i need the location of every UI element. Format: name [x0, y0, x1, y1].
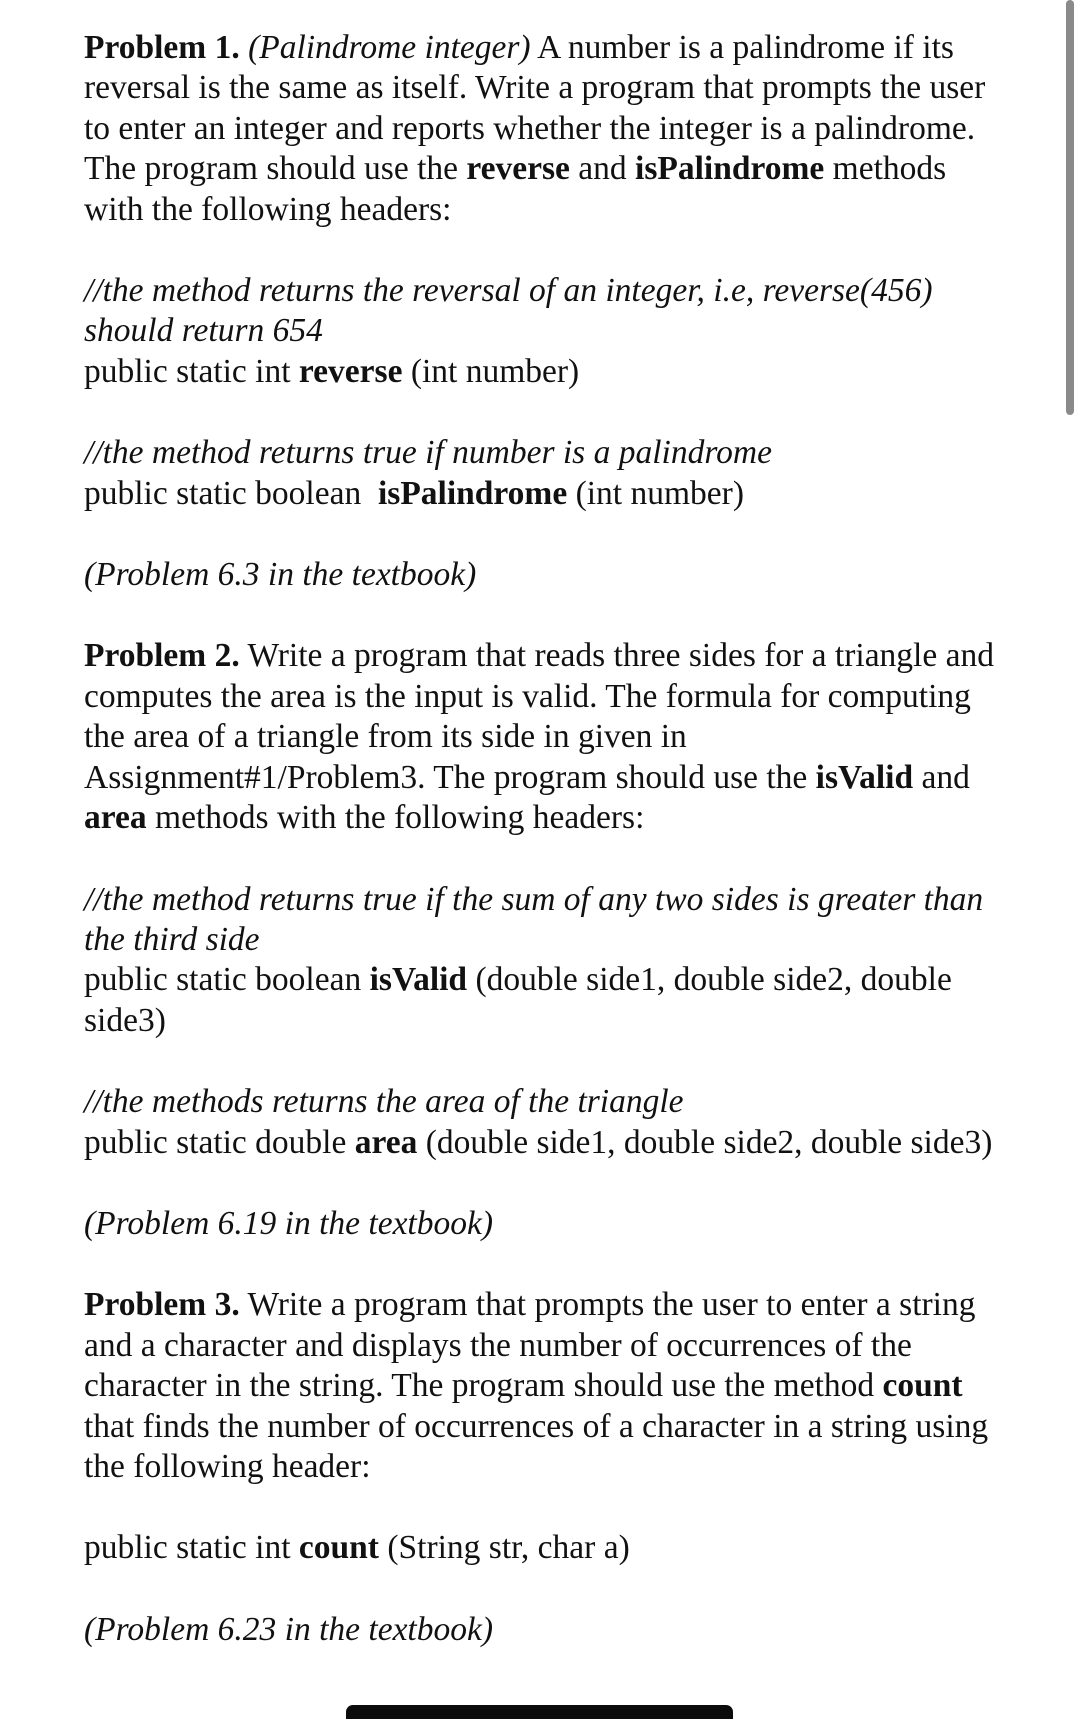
signature-params: (int number) [567, 474, 744, 512]
signature-prefix: public static boolean [84, 961, 370, 999]
problem1-reverse-comment [84, 271, 1014, 352]
problem2-area-signature [84, 1123, 1014, 1163]
signature-method-name: count [298, 1529, 379, 1567]
problem3-text-1: Write a program that prompts the user to enter a string and a character and displays the number of occurrences of the character in the string. The program should use the method [84, 1286, 976, 1405]
signature-method-name: area [354, 1123, 418, 1161]
vertical-scrollbar[interactable] [1066, 0, 1074, 415]
problem1-label: Problem 1. [84, 29, 240, 66]
comment-text: //the methods returns the area of the triangle [84, 1083, 684, 1121]
signature-method-name: isValid [369, 961, 468, 999]
assignment-document [84, 28, 1014, 1650]
problem3-statement [84, 1285, 1014, 1487]
keyword-reverse: reverse [466, 150, 570, 188]
keyword-area: area [84, 799, 147, 837]
signature-prefix: public static int [84, 352, 299, 390]
signature-method-name: isPalindrome [377, 474, 568, 512]
home-indicator-bar[interactable] [346, 1705, 733, 1719]
problem2-statement [84, 636, 1014, 838]
problem3-text-2: that finds the number of occurrences of a character in a string using the following header: [84, 1407, 989, 1485]
keyword-count: count [882, 1367, 963, 1405]
keyword-isvalid: isValid [815, 758, 914, 796]
problem1-text-2: and [569, 150, 636, 188]
problem2-label: Problem 2. [84, 637, 240, 675]
comment-text: //the method returns true if the sum of any two sides is greater than the third side [84, 880, 984, 958]
signature-params: (int number) [402, 352, 580, 390]
problem2-text-1: Write a program that reads three sides for a triangle and computes the area is the input is valid. The formula for computing the area of a triangle from its side in given in Assignment#1/Problem3. The program should use the [84, 637, 994, 796]
problem1-title: (Palindrome integer) [248, 29, 531, 66]
reference-text: (Problem 6.3 in the textbook) [84, 556, 477, 594]
problem1-statement [84, 28, 1014, 230]
problem1-ispalindrome-comment [84, 433, 1014, 473]
problem2-isvalid-signature [84, 960, 1014, 1041]
problem2-textbook-reference [84, 1204, 1014, 1244]
signature-method-name: reverse [298, 352, 403, 390]
reference-text: (Problem 6.23 in the textbook) [84, 1610, 494, 1648]
problem2-text-2: and [913, 758, 970, 796]
comment-text: //the method returns the reversal of an integer, i.e, reverse(456) should return 654 [84, 272, 933, 350]
signature-params: (double side1, double side2, double side3) [417, 1123, 993, 1161]
problem2-text-3: methods with the following headers: [146, 799, 645, 837]
reference-text: (Problem 6.19 in the textbook) [84, 1204, 494, 1242]
problem2-area-comment [84, 1082, 1014, 1122]
problem3-textbook-reference [84, 1610, 1014, 1650]
signature-prefix: public static boolean [84, 474, 378, 512]
signature-params: (String str, char a) [378, 1529, 630, 1567]
keyword-ispalindrome: isPalindrome [635, 150, 825, 188]
signature-params: (double side1, double side2, double side3) [84, 961, 952, 1039]
problem3-count-signature [84, 1528, 1014, 1568]
problem2-isvalid-comment [84, 880, 1014, 961]
signature-prefix: public static double [84, 1123, 355, 1161]
problem1-textbook-reference [84, 555, 1014, 595]
signature-prefix: public static int [84, 1529, 299, 1567]
problem3-label: Problem 3. [84, 1286, 240, 1324]
comment-text: //the method returns true if number is a palindrome [84, 434, 772, 472]
problem1-text-3: methods with the following headers: [84, 150, 947, 228]
problem1-ispalindrome-signature [84, 474, 1014, 514]
problem1-text-1: A number is a palindrome if its reversal is the same as itself. Write a program that prompts the user to enter an integer and reports whether the integer is a palindrome. The program should use the [84, 29, 986, 188]
problem1-reverse-signature [84, 352, 1014, 392]
